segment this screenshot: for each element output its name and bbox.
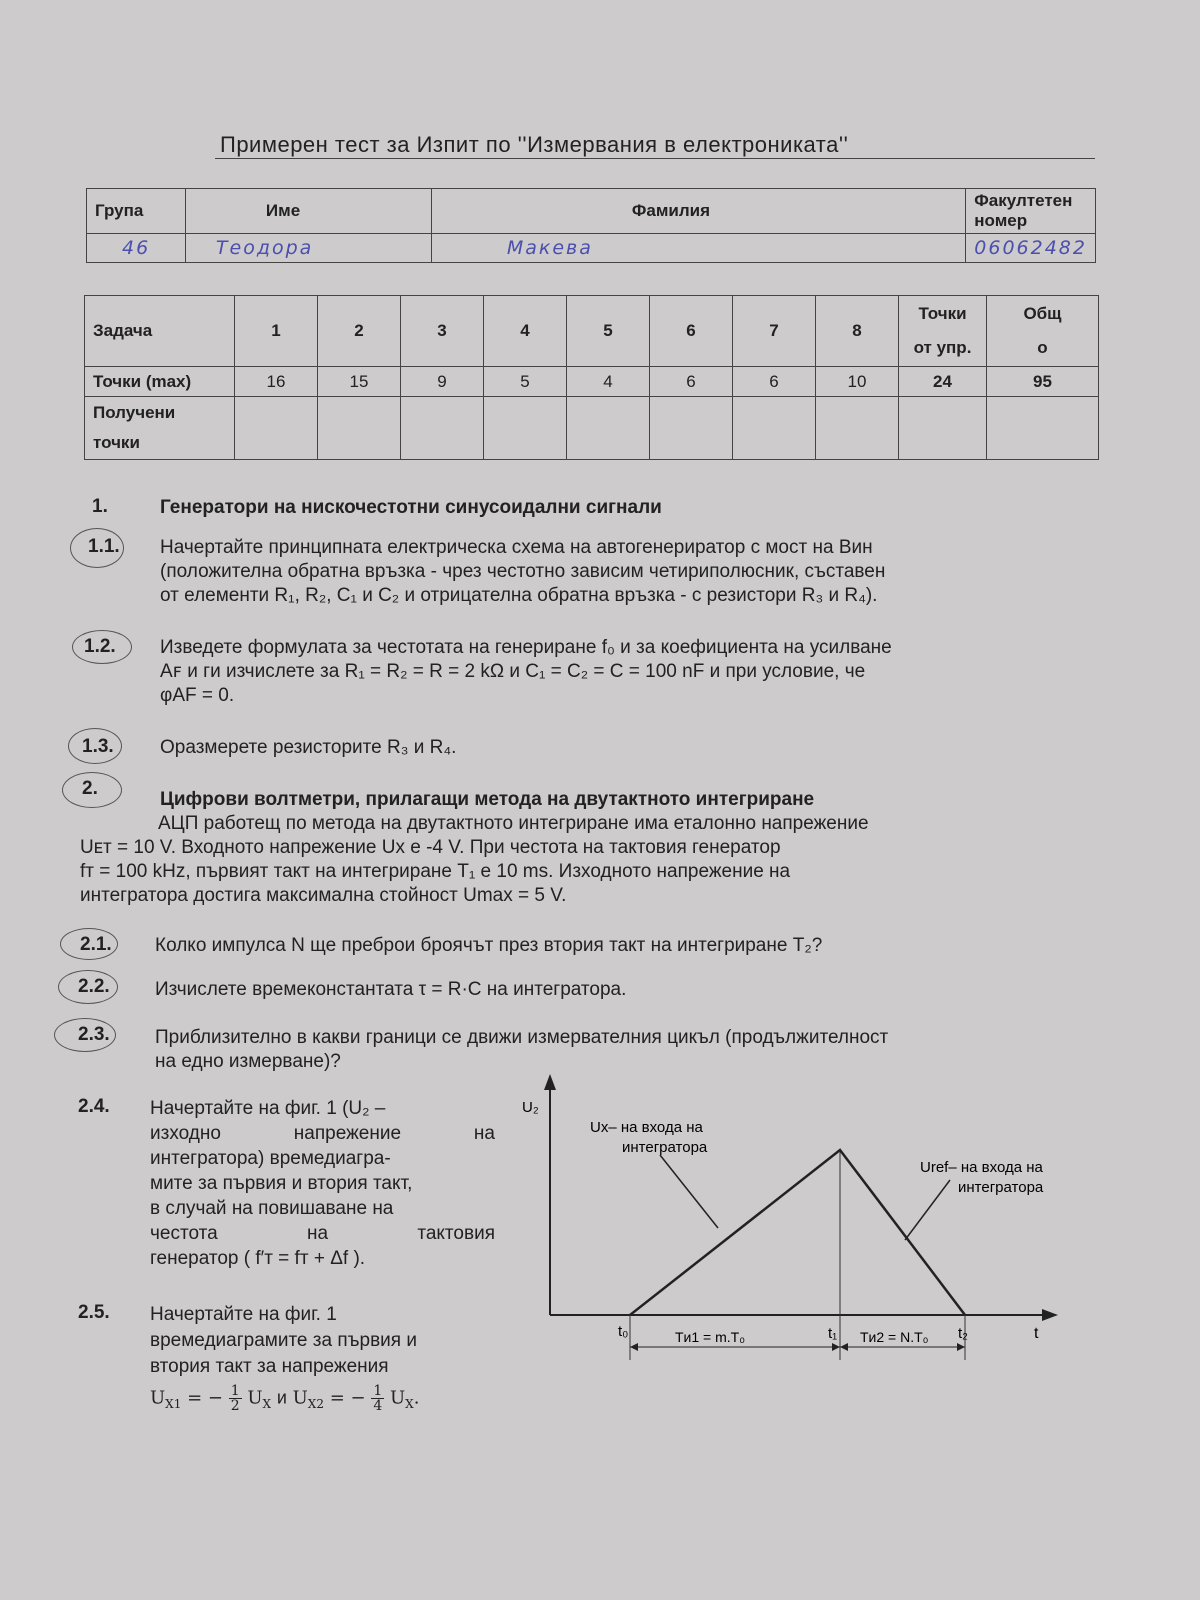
received-points-cell[interactable] xyxy=(899,397,987,460)
task-6: 6 xyxy=(650,296,733,367)
received-points-cell[interactable] xyxy=(567,397,650,460)
arrow-left-icon xyxy=(840,1343,848,1351)
max-points-cell: 4 xyxy=(567,367,650,397)
q-2-5-number: 2.5. xyxy=(78,1302,110,1323)
exercise-points-header: Точки от упр. xyxy=(899,296,987,367)
max-points-cell: 95 xyxy=(987,367,1099,397)
surname-value: Макева xyxy=(506,237,593,259)
y-axis-arrow-icon xyxy=(544,1074,556,1090)
faculty-number-header: Факултетен номер xyxy=(966,189,1096,234)
received-points-cell[interactable] xyxy=(484,397,567,460)
q-2-4-number: 2.4. xyxy=(78,1096,110,1117)
received-points-cell[interactable] xyxy=(650,397,733,460)
q-2-5-text: Начертайте на фиг. 1 времедиаграмите за първия и втория такт за напрежения $U_{X1}$ = − $\frac{1}{2}$ $U_X$ и $U_{X2}$ = − $\frac{1}{4}$ $U_X$. xyxy=(150,1302,510,1417)
task-row-label: Задача xyxy=(85,296,235,367)
name-header: Име xyxy=(185,189,431,234)
surname-header: Фамилия xyxy=(431,189,965,234)
received-points-label: Получени точки xyxy=(85,397,235,460)
q-2-3-text: Приблизително в какви граници се движи измервателния цикъл (продължителност на едно измерване)? xyxy=(155,1027,889,1072)
task-8: 8 xyxy=(816,296,899,367)
t1-label: t₁ xyxy=(828,1325,838,1342)
t-axis-label: t xyxy=(1034,1325,1039,1342)
max-points-cell: 6 xyxy=(733,367,816,397)
task-7: 7 xyxy=(733,296,816,367)
arrow-right-icon xyxy=(957,1343,965,1351)
uref-label: Uref– на входа на xyxy=(920,1159,1043,1176)
q-1-1-text: Начертайте принципната електрическа схема на автогенериратор с мост на Вин (положителна обратна връзка - чрез честотно зависим четириполюсник, съставен от елементи R₁, R₂, C₁ и C₂ и отрицателна обратна връзка - с резистори R₃ и R₄). xyxy=(160,537,886,606)
max-points-cell: 16 xyxy=(235,367,318,397)
task-2: 2 xyxy=(318,296,401,367)
received-points-cell[interactable] xyxy=(318,397,401,460)
received-points-cell[interactable] xyxy=(816,397,899,460)
ux-label-2: интегратора xyxy=(622,1139,708,1156)
q-2-2-number: 2.2. xyxy=(78,976,110,997)
received-points-cell[interactable] xyxy=(987,397,1099,460)
uref-label-leader xyxy=(905,1180,950,1240)
max-points-cell: 15 xyxy=(318,367,401,397)
q-1-2-number: 1.2. xyxy=(84,636,116,657)
received-points-cell[interactable] xyxy=(401,397,484,460)
q-2-2-text: Изчислете времеконстантата τ = R·C на интегратора. xyxy=(155,979,627,1000)
uref-label-2: интегратора xyxy=(958,1179,1044,1196)
section-1-title: Генератори на нискочестотни синусоидални сигнали xyxy=(160,497,662,518)
integrator-output-waveform xyxy=(630,1150,965,1315)
ti2-label: Tи2 = N.T₀ xyxy=(860,1329,929,1345)
t0-label: t₀ xyxy=(618,1323,629,1340)
q-1-3-number: 1.3. xyxy=(82,736,114,757)
group-value: 46 xyxy=(122,237,151,259)
task-3: 3 xyxy=(401,296,484,367)
task-4: 4 xyxy=(484,296,567,367)
x-axis-arrow-icon xyxy=(1042,1309,1058,1321)
section-2-title: Цифрови волтметри, прилагащи метода на двутактното интегриране xyxy=(160,789,815,810)
task-5: 5 xyxy=(567,296,650,367)
max-points-cell: 5 xyxy=(484,367,567,397)
section-2-number: 2. xyxy=(82,778,98,799)
q-2-3-number: 2.3. xyxy=(78,1024,110,1045)
arrow-left-icon xyxy=(630,1343,638,1351)
points-table xyxy=(84,295,1099,460)
q-2-4-text: Начертайте на фиг. 1 (U₂ – изходно напрежение на интегратора) времедиагра- мите за първия и втория такт, в случай на повишаване на честота на тактовия генератор ( f′ᴛ = fᴛ + Δf ). xyxy=(150,1098,495,1269)
ux-label-leader xyxy=(660,1155,718,1228)
y-axis-label: U₂ xyxy=(522,1099,539,1116)
arrow-right-icon xyxy=(832,1343,840,1351)
group-header: Група xyxy=(87,189,186,234)
total-header: Общ о xyxy=(987,296,1099,367)
max-points-cell: 9 xyxy=(401,367,484,397)
received-points-cell[interactable] xyxy=(235,397,318,460)
page-title: Примерен тест за Изпит по ''Измервания в електрониката'' xyxy=(220,132,849,157)
faculty-number-value: 06062482 xyxy=(974,237,1087,259)
task-1: 1 xyxy=(235,296,318,367)
student-info-table xyxy=(86,188,1096,263)
q-1-3-text: Оразмерете резисторите R₃ и R₄. xyxy=(160,737,457,758)
name-value: Теодора xyxy=(215,237,314,259)
ti1-label: Tи1 = m.T₀ xyxy=(675,1329,746,1345)
section-2-paragraph: АЦП работещ по метода на двутактното интегриране има еталонно напрежение Uᴇᴛ = 10 V. Входното напрежение Uх е -4 V. При честота на тактовия генератор fᴛ = 100 kHz, първият такт на интегриране T₁ е 10 ms. Изходното напрежение на интегратора достига максимална стойност Umax = 5 V. xyxy=(80,813,869,906)
q-2-1-text: Колко импулса N ще преброи броячът през втория такт на интегриране T₂? xyxy=(155,935,823,956)
max-points-cell: 6 xyxy=(650,367,733,397)
received-points-cell[interactable] xyxy=(733,397,816,460)
t2-label: t₂ xyxy=(958,1325,968,1342)
max-points-cell: 24 xyxy=(899,367,987,397)
figure-1-diagram xyxy=(510,1070,1070,1390)
q-2-1-number: 2.1. xyxy=(80,934,112,955)
q-1-2-text: Изведете формулата за честотата на генериране f₀ и за коефициента на усилване Aꜰ и ги изчислете за R₁ = R₂ = R = 2 kΩ и C₁ = C₂ = C = 100 nF и при условие, че φAF = 0. xyxy=(160,637,892,706)
section-1-number: 1. xyxy=(92,496,108,517)
title-underline xyxy=(215,158,1095,159)
q-2-5-formula: $U_{X1}$ = − $\frac{1}{2}$ $U_X$ и $U_{X2}$ = − $\frac{1}{4}$ $U_X$. xyxy=(150,1383,420,1414)
max-points-cell: 10 xyxy=(816,367,899,397)
max-points-label: Точки (max) xyxy=(85,367,235,397)
q-1-1-number: 1.1. xyxy=(88,536,120,557)
ux-label: Ux– на входа на xyxy=(590,1119,703,1136)
